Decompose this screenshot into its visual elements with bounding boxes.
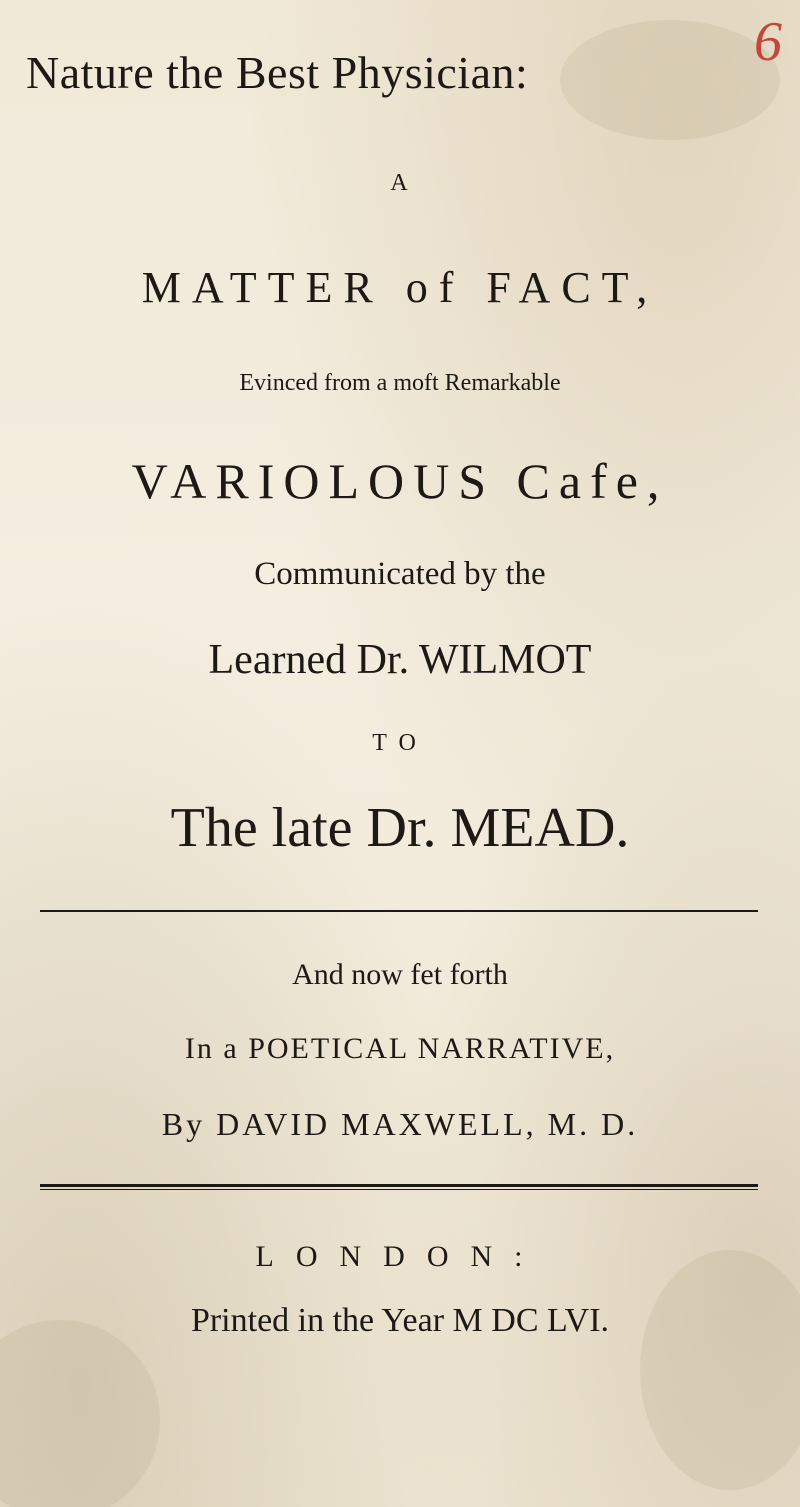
paper-stain bbox=[560, 20, 780, 140]
article-a: A bbox=[390, 170, 410, 196]
late-dr-mead: The late Dr. MEAD. bbox=[170, 797, 630, 859]
fet-forth-line: And now fet forth bbox=[292, 958, 508, 991]
paper-stain bbox=[640, 1250, 800, 1490]
matter-of-fact: MATTER of FACT, bbox=[141, 263, 659, 312]
variolous-case: VARIOLOUS Cafe, bbox=[131, 453, 669, 509]
divider-rule-double bbox=[40, 1184, 758, 1187]
imprint-place: LONDON: bbox=[255, 1240, 545, 1273]
to-line: TO bbox=[372, 730, 428, 756]
evinced-line: Evinced from a moft Remarkable bbox=[239, 370, 561, 396]
learned-dr-wilmot: Learned Dr. WILMOT bbox=[208, 637, 592, 683]
author-line: By DAVID MAXWELL, M. D. bbox=[161, 1106, 639, 1142]
poetical-narrative: In a POETICAL NARRATIVE, bbox=[184, 1032, 616, 1065]
page-title: Nature the Best Physician: bbox=[26, 47, 529, 98]
communicated-line: Communicated by the bbox=[254, 556, 546, 592]
paper-stain bbox=[0, 1320, 160, 1507]
divider-rule-double-thin bbox=[40, 1189, 758, 1190]
divider-rule bbox=[40, 910, 758, 912]
imprint-date: Printed in the Year M DC LVI. bbox=[190, 1302, 610, 1339]
page-number-mark: 6 bbox=[754, 11, 782, 73]
